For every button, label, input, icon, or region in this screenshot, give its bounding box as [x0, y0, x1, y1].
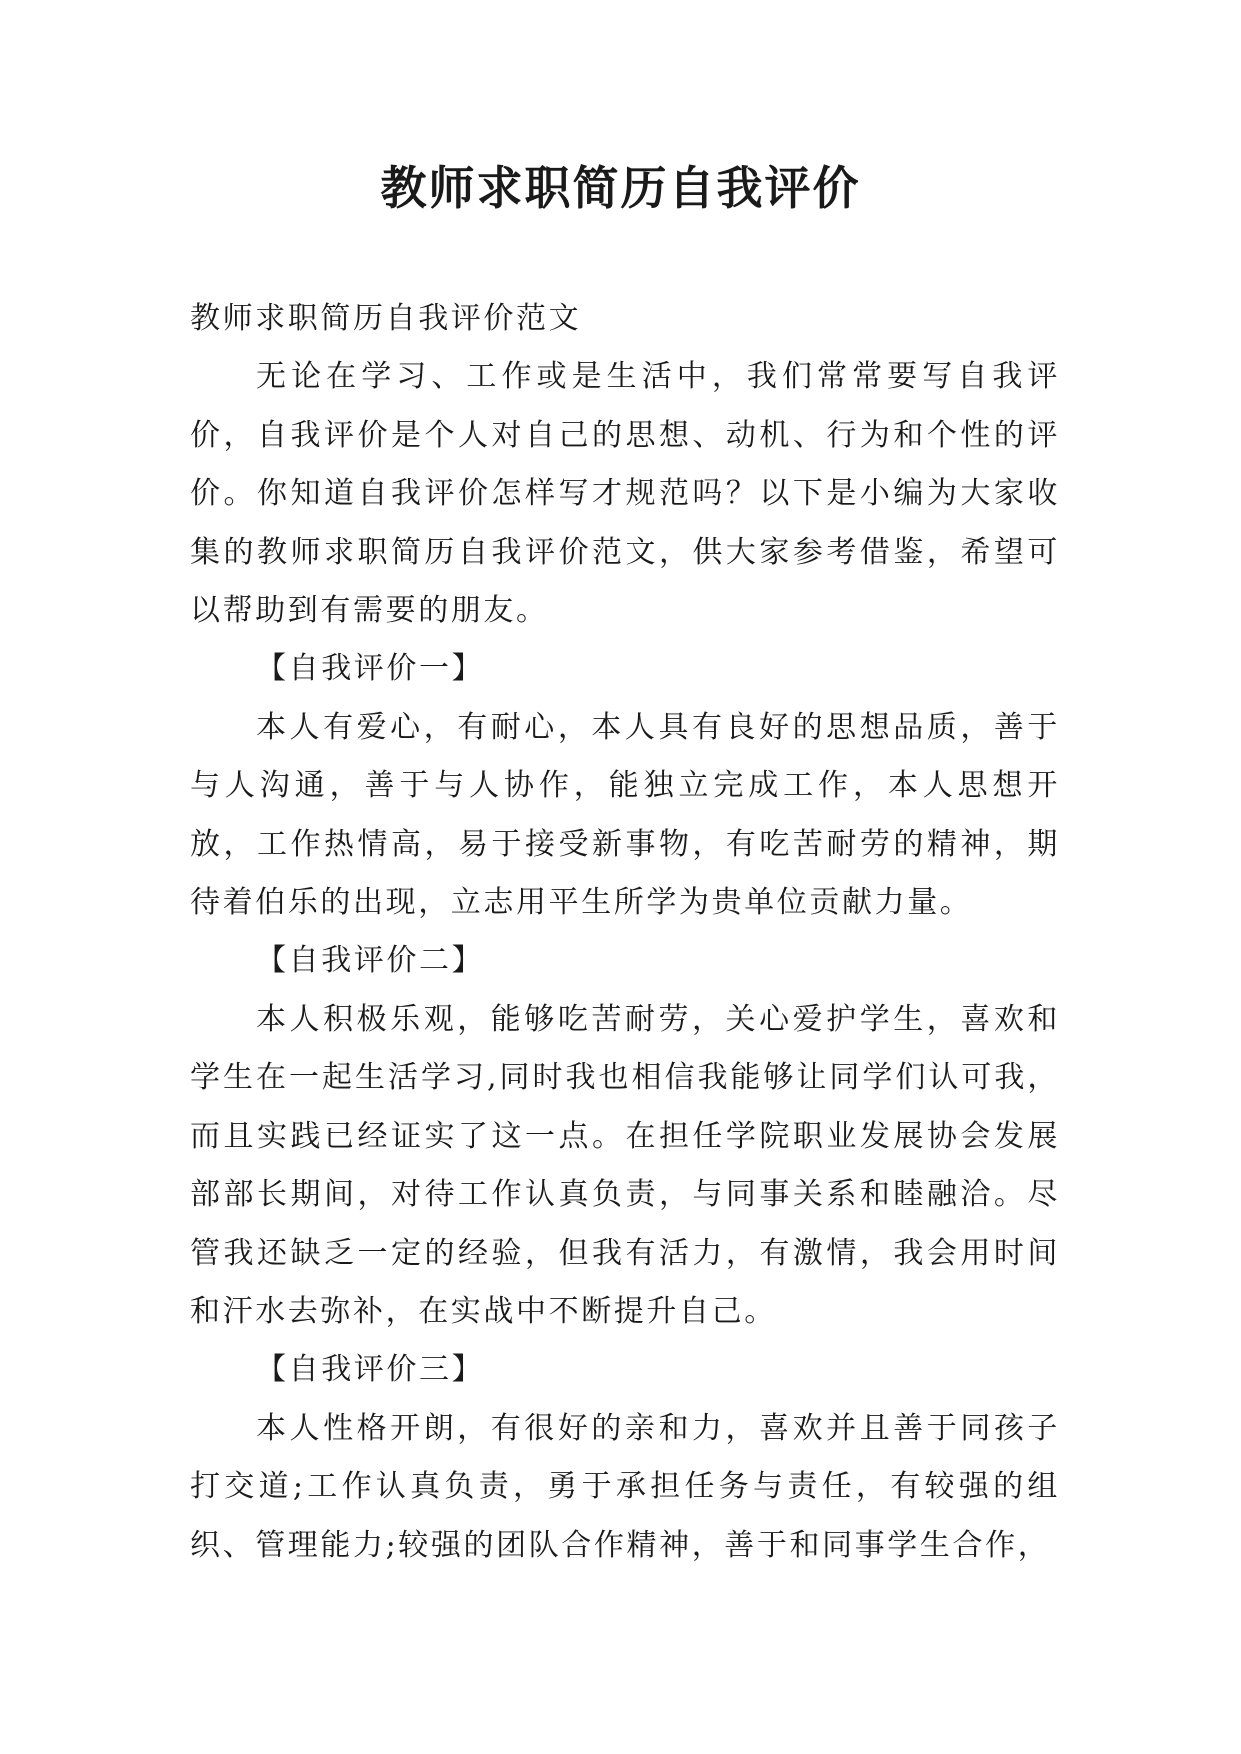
section-heading-1: 【自我评价一】 [256, 651, 485, 687]
section-body-2: 本人积极乐观，能够吃苦耐劳，关心爱护学生，喜欢和学生在一起生活学习,同时我也相信我能够让同学们认可我，而且实践已经证实了这一点。在担任学院职业发展协会发展部部长期间，对待工作认真负责，与同事关系和睦融洽。尽管我还缺乏一定的经验，但我有活力，有激情，我会用时间和汗水去弥补，在实战中不断提升自己。 [190, 1001, 1060, 1329]
document-body [190, 290, 1060, 1575]
intro-paragraph: 无论在学习、工作或是生活中，我们常常要写自我评价，自我评价是个人对自己的思想、动机、行为和个性的评价。你知道自我评价怎样写才规范吗？以下是小编为大家收集的教师求职简历自我评价范文，供大家参考借鉴，希望可以帮助到有需要的朋友。 [190, 359, 1060, 629]
document-title: 教师求职简历自我评价 [380, 161, 861, 215]
section-body-1: 本人有爱心，有耐心，本人具有良好的思想品质，善于与人沟通，善于与人协作，能独立完成工作，本人思想开放，工作热情高，易于接受新事物，有吃苦耐劳的精神，期待着伯乐的出现，立志用平生所学为贵单位贡献力量。 [190, 709, 1060, 921]
document-subtitle: 教师求职简历自我评价范文 [190, 301, 582, 336]
section-body-3: 本人性格开朗，有很好的亲和力，喜欢并且善于同孩子打交道;工作认真负责，勇于承担任务与责任，有较强的组织、管理能力;较强的团队合作精神，善于和同事学生合作， [190, 1410, 1060, 1563]
section-heading-2: 【自我评价二】 [256, 943, 485, 979]
section-heading-3: 【自我评价三】 [256, 1352, 485, 1388]
